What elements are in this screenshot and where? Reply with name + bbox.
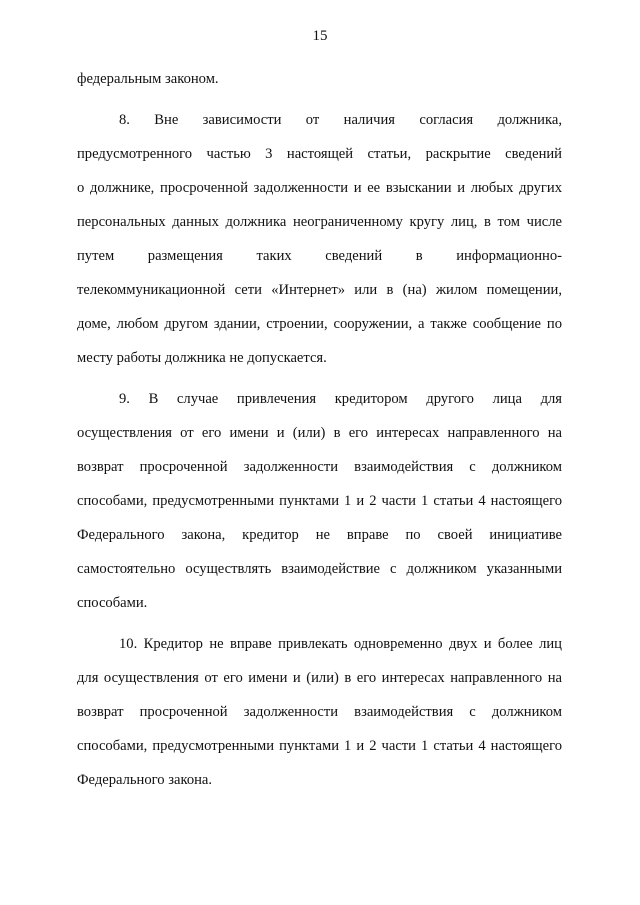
text-line: способами, предусмотренными пунктами 1 и 2 части 1 статьи 4 настоящего [77,738,562,754]
text-line: федеральным законом. [77,71,219,87]
text-line: 10. Кредитор не вправе привлекать одновременно двух и более лиц [119,636,562,652]
page-number: 15 [312,28,328,44]
paragraph-continuation [77,62,562,96]
text-line: способами, предусмотренными пунктами 1 и 2 части 1 статьи 4 настоящего [77,493,562,509]
text-line: предусмотренного частью 3 настоящей статьи, раскрытие сведений [77,146,562,162]
text-line: возврат просроченной задолженности взаимодействия с должником [77,459,562,475]
document-body [77,62,562,797]
text-line: Федерального закона, кредитор не вправе по своей инициативе [77,527,562,543]
text-line: Федерального закона. [77,772,213,788]
text-line: доме, любом другом здании, строении, сооружении, а также сообщение по [77,316,562,332]
paragraph-item-8 [77,103,562,375]
text-line: телекоммуникационной сети «Интернет» или в (на) жилом помещении, [77,282,562,298]
text-line: возврат просроченной задолженности взаимодействия с должником [77,704,562,720]
text-line: способами. [77,595,148,611]
text-line: 9. В случае привлечения кредитором другого лица для [119,391,562,407]
text-line: путем размещения таких сведений в информационно- [77,248,562,264]
text-line: осуществления от его имени и (или) в его интересах направленного на [77,425,562,441]
text-line: для осуществления от его имени и (или) в его интересах направленного на [77,670,562,686]
text-line: месту работы должника не допускается. [77,350,327,366]
paragraph-item-9 [77,382,562,620]
text-line: о должнике, просроченной задолженности и ее взыскании и любых других [77,180,562,196]
text-line: самостоятельно осуществлять взаимодействие с должником указанными [77,561,562,577]
text-line: персональных данных должника неограниченному кругу лиц, в том числе [77,214,562,230]
paragraph-item-10 [77,627,562,797]
text-line: 8. Вне зависимости от наличия согласия должника, [119,112,562,128]
